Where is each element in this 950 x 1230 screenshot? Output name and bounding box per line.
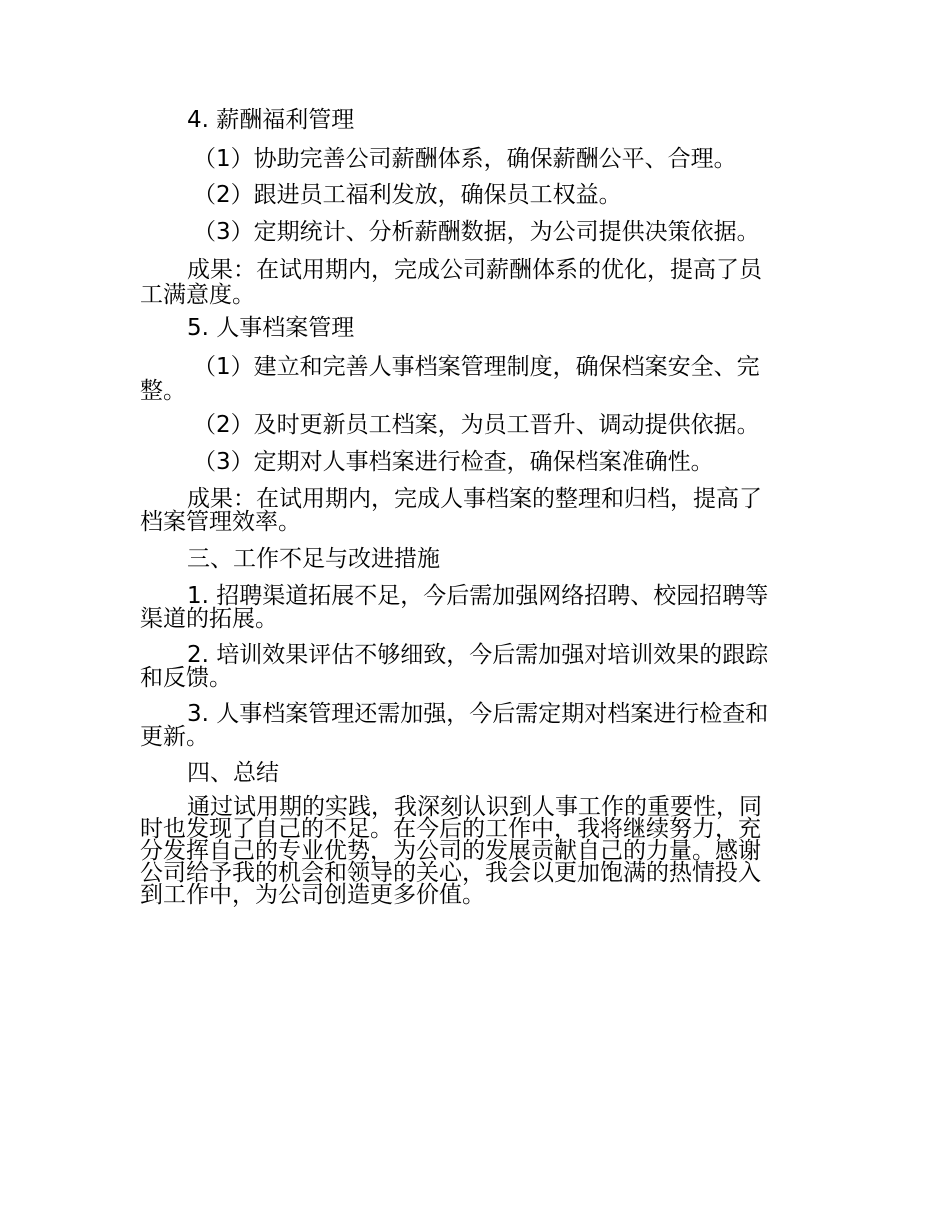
list-item: （1）协助完善公司薪酬体系，确保薪酬公平、合理。	[193, 146, 737, 172]
section-heading: 4. 薪酬福利管理	[187, 107, 355, 133]
list-item: （3）定期统计、分析薪酬数据，为公司提供决策依据。	[193, 219, 760, 245]
list-item: （1）建立和完善人事档案管理制度，确保档案安全、完	[193, 354, 760, 380]
list-item: （3）定期对人事档案进行检查，确保档案准确性。	[193, 449, 714, 475]
improvement-item-continued: 渠道的拓展。	[140, 606, 278, 632]
list-item-continued: 整。	[140, 378, 186, 404]
improvement-item: 2. 培训效果评估不够细致，今后需加强对培训效果的跟踪	[187, 642, 769, 668]
summary-line: 时也发现了自己的不足。在今后的工作中，我将继续努力，充	[140, 816, 761, 842]
section-heading: 5. 人事档案管理	[187, 315, 355, 341]
list-item: （2）跟进员工福利发放，确保员工权益。	[193, 182, 622, 208]
result-line-continued: 工满意度。	[140, 282, 255, 308]
result-line: 成果：在试用期内，完成人事档案的整理和归档，提高了	[187, 486, 762, 512]
summary-line: 分发挥自己的专业优势，为公司的发展贡献自己的力量。感谢	[140, 838, 761, 864]
section-heading: 四、总结	[187, 760, 279, 786]
improvement-item: 3. 人事档案管理还需加强，今后需定期对档案进行检查和	[187, 701, 769, 727]
summary-line: 到工作中，为公司创造更多价值。	[140, 882, 485, 908]
improvement-item: 1. 招聘渠道拓展不足，今后需加强网络招聘、校园招聘等	[187, 583, 769, 609]
improvement-item-continued: 和反馈。	[140, 665, 232, 691]
summary-line: 通过试用期的实践，我深刻认识到人事工作的重要性，同	[187, 794, 762, 820]
improvement-item-continued: 更新。	[140, 724, 209, 750]
section-heading: 三、工作不足与改进措施	[187, 546, 440, 572]
list-item: （2）及时更新员工档案，为员工晋升、调动提供依据。	[193, 412, 760, 438]
result-line: 成果：在试用期内，完成公司薪酬体系的优化，提高了员	[187, 257, 762, 283]
summary-line: 公司给予我的机会和领导的关心，我会以更加饱满的热情投入	[140, 860, 761, 886]
result-line-continued: 档案管理效率。	[140, 509, 301, 535]
